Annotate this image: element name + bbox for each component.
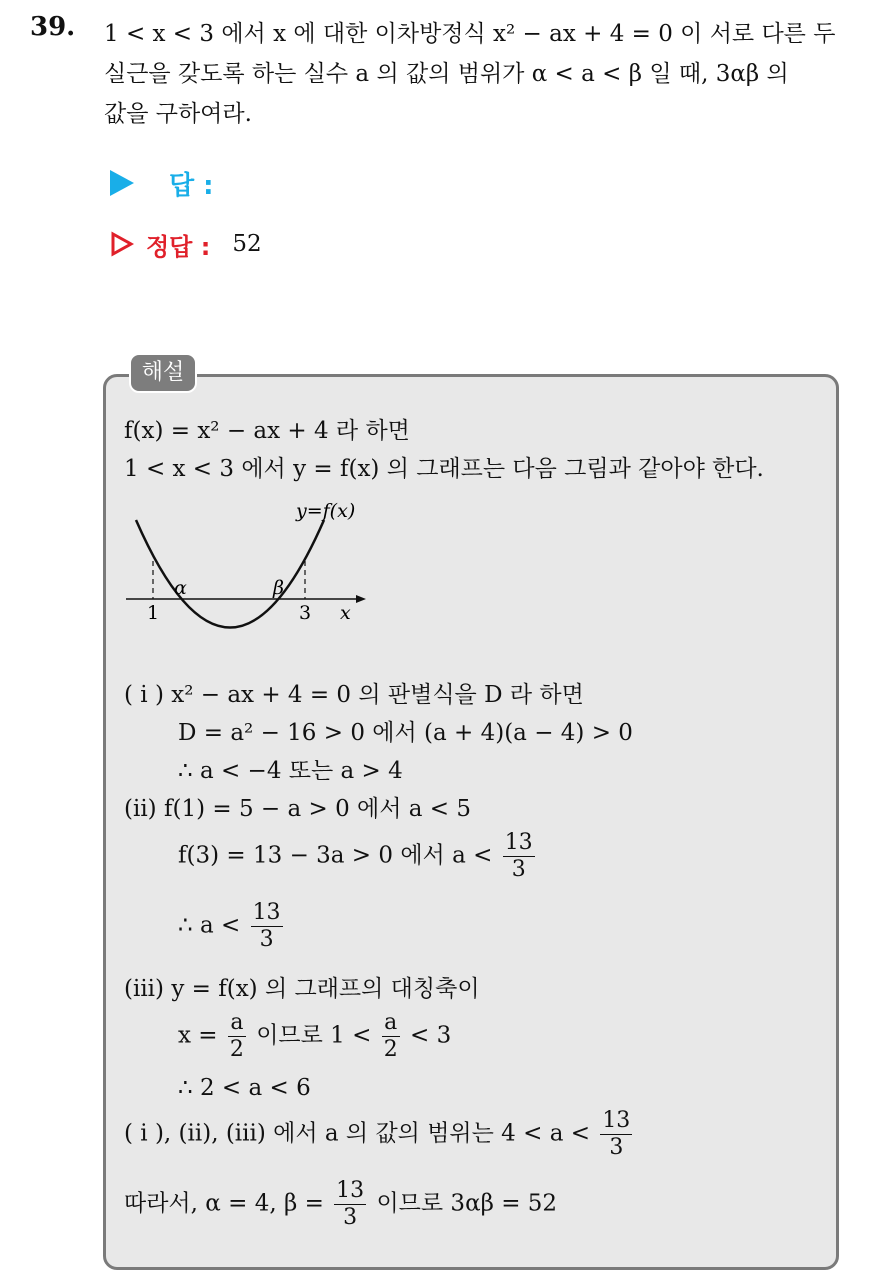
question-line-3: 값을 구하여라. xyxy=(104,101,252,127)
solution-line-2: 1 < x < 3 에서 y = f(x) 의 그래프는 다음 그림과 같아야 한다. xyxy=(124,456,764,482)
x-axis-arrow xyxy=(356,595,366,603)
correct-answer-row xyxy=(110,224,262,264)
solution-final xyxy=(124,1178,557,1231)
solution-final-text: 따라서, α = 4, β = xyxy=(124,1190,324,1217)
solution-i-line-1: ( i ) x² − ax + 4 = 0 의 판별식을 D 라 하면 xyxy=(124,682,584,708)
solution-conclusion xyxy=(124,1108,635,1161)
solution-iii-x-eq: x = xyxy=(178,1022,218,1049)
answer-label: 답 : xyxy=(169,170,214,201)
solution-ii-line-1: (ii) f(1) = 5 − a > 0 에서 a < 5 xyxy=(124,796,472,822)
solution-ii-line-3 xyxy=(178,900,286,953)
solution-final-result: 이므로 3αβ = 52 xyxy=(376,1190,558,1217)
fraction-13-3: $\frac{13}{3}$ xyxy=(504,830,533,882)
solution-ii-line-2 xyxy=(178,830,538,883)
correct-answer-value: 52 xyxy=(232,231,262,257)
play-triangle-icon xyxy=(110,170,134,196)
solution-iii-tail: < 3 xyxy=(410,1022,452,1049)
question-line-1: 1 < x < 3 에서 x 에 대한 이차방정식 x² − ax + 4 = 0 이 서로 다른 두 xyxy=(104,21,836,47)
solution-i-line-3: ∴ a < −4 또는 a > 4 xyxy=(178,758,403,784)
solution-i-line-2: D = a² − 16 > 0 에서 (a + 4)(a − 4) > 0 xyxy=(178,720,633,746)
fraction-13-3: $\frac{13}{3}$ xyxy=(602,1108,631,1160)
fraction-a-2: $\frac{a}{2}$ xyxy=(383,1010,398,1062)
tick-label-3: 3 xyxy=(299,602,312,624)
beta-label: β xyxy=(273,577,284,599)
axis-label-x: x xyxy=(340,602,351,624)
solution-ii-line-3-text: ∴ a < xyxy=(178,912,241,939)
curve-label: y=f(x) xyxy=(296,500,356,522)
solution-iii-line-3: ∴ 2 < a < 6 xyxy=(178,1075,311,1101)
solution-iii-line-2 xyxy=(178,1010,451,1063)
answer-row xyxy=(110,163,214,203)
solution-conclusion-text: ( i ), (ii), (iii) 에서 a 의 값의 범위는 4 < a < xyxy=(124,1120,590,1147)
fraction-13-3: $\frac{13}{3}$ xyxy=(336,1178,365,1230)
outline-triangle-icon xyxy=(110,231,134,257)
fraction-a-2: $\frac{a}{2}$ xyxy=(229,1010,244,1062)
correct-answer-label: 정답 : xyxy=(146,232,211,261)
parabola-curve xyxy=(136,520,324,628)
solution-iii-text: 이므로 1 < xyxy=(256,1022,372,1049)
solution-ii-line-2-text: f(3) = 13 − 3a > 0 에서 a < xyxy=(178,842,493,869)
solution-iii-line-1: (iii) y = f(x) 의 그래프의 대칭축이 xyxy=(124,976,480,1002)
parabola-graph xyxy=(118,495,378,655)
question-text xyxy=(104,14,864,134)
solution-line-1: f(x) = x² − ax + 4 라 하면 xyxy=(124,418,410,444)
question-line-2: 실근을 갖도록 하는 실수 a 의 값의 범위가 α < a < β 일 때, 3αβ 의 xyxy=(104,61,789,87)
alpha-label: α xyxy=(174,577,187,599)
fraction-13-3: $\frac{13}{3}$ xyxy=(252,900,281,952)
solution-tab: 해설 xyxy=(129,353,197,393)
tick-label-1: 1 xyxy=(147,602,160,624)
question-number: 39. xyxy=(30,12,76,42)
